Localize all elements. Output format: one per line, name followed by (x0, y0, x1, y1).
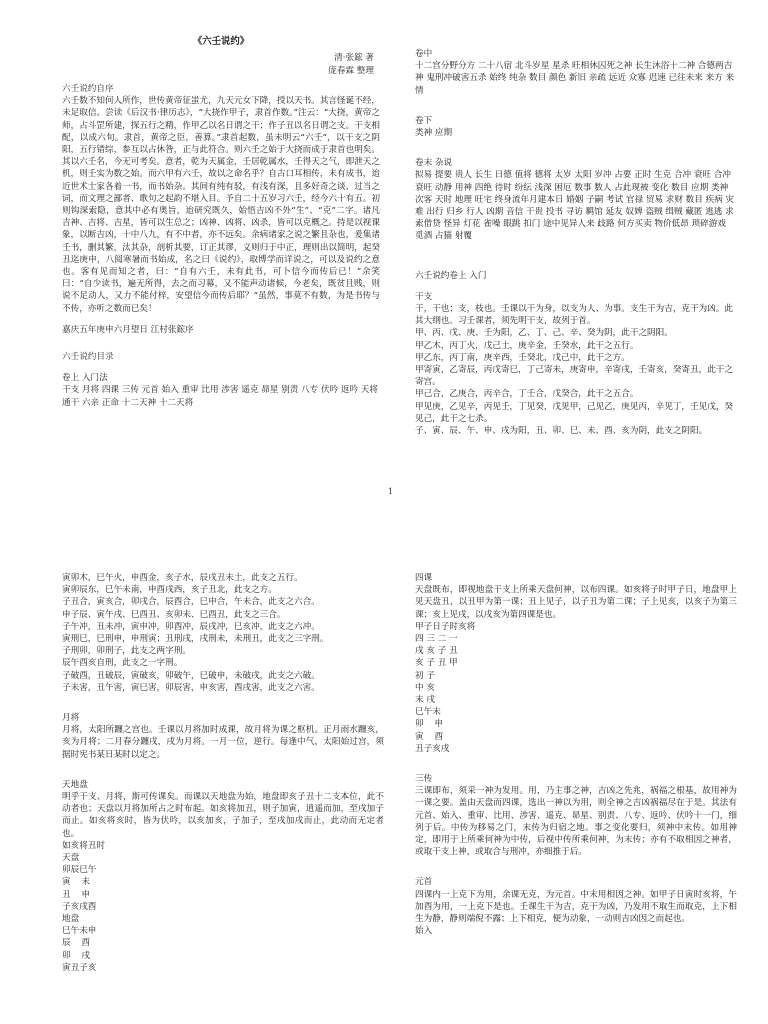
toc-volume-2: 卷中 (415, 49, 433, 59)
zhi-line: 辰午酉亥自刑，此支之一字刑。 (62, 658, 183, 669)
yuanshou-heading: 元首 (415, 877, 433, 888)
ganzhi-line: 甲己合，乙庚合，丙辛合，丁壬合，戊癸合，此干之五合。 (415, 389, 639, 400)
toc-volume-2-items: 十二宫分野分方 二十八宿 北斗岁星 星杀 旺相休囚死之神 长生沐浴十二神 合德两吉神 鬼刑冲破害五杀 始终 纯杂 数目 颜色 新旧 亲疏 远近 众寡 迟速 已往未来 来方 来情 (415, 61, 735, 96)
sike-example-heading: 甲子日子时亥将 (415, 621, 476, 632)
yuejiang-heading: 月将 (62, 713, 80, 724)
chuan-row: 初 子 (415, 670, 435, 681)
ganzhi-line: 甲乙木，丙丁火，戊己土，庚辛金，壬癸水，此干之五行。 (415, 340, 639, 351)
yuanshou-text: 四课内一上克下为用，余课无克，为元首。中末用相因之神。如甲子日寅时亥将，午加酉为用，一上克下是也。壬课生干为吉，克干为凶，乃发用不取生而取克，上下相生为静，静则端倪不露；上下相克，便为动象，一动则吉凶因之而起也。 (415, 889, 737, 925)
editor-line: 庞春霖 整理 (328, 65, 374, 76)
zhi-line: 寅卯木，巳午火，申酉金，亥子水，辰戌丑未土，此支之五行。 (62, 573, 303, 583)
page1-left-column (62, 36, 380, 409)
preface-text: 六壬数不知何人所作，世传黄帝征蚩尤，九天元女下降，授以天书。其言怪诞不经，未足取信。尝读《后汉书·律历志》，“大挠作甲子，隶首作数。”注云：“大挠，黄帝之师，占斗罡所建，探五行之精，作甲乙以名日谓之干；作子丑以名日谓之支。干支相配，以成六旬。隶首，黄帝之臣，善算。”隶首起数，虽未明云“六壬”，以干支之阴阳，五行错综，参互以占休咎，正与此符合。则六壬之始于大挠而成于隶首也明矣。其以六壬名，今无可考矣。意者，乾为天属金，壬居乾属水，壬得天之气，即泄天之机，则壬实为数之始。而六甲有六壬，故以之命名乎？自古口耳相传，未有成书，迨近世术士家各着一书，而书始杂。其间有纯有驳，有浅有深，且多好奇之谈、过当之词，而文理之鄙者、歌句之起韵不堪入目。予自二十五岁习六壬，经今六十有五。初则钩深索隐，意其中必有奥旨，迨研究既久，始悟吉凶不外“生”、“克”二字。诸凡吉神、吉将、吉星，皆可以生总之；凶神、凶将、凶杀，皆可以克概之。持是以视课象，以断吉凶，十中八九，有不中者，亦不远矣。余病诸家之说之繁且杂也，爰集诸壬书，删其繁，汰其杂，剖析其要，订正其谬，义则归于中正，理则出以简明，起癸丑迄庚申，八阅寒暑而书始成，名之曰《说约》，取博学而详说之，可以及说约之意也。客有见而知之者，曰：“自有六壬，未有此书，可卜信今而传后已！”余笑曰：“自少读书，遍无所得，去之而习幕，又不能声动诸候，今老矣，既贫且贱，则说不足动人，又力不能付梓，安望信今而传后耶？”虽然，事莫不有数，为是书传与不传，亦听之数而已矣！ (62, 96, 380, 314)
page2-left-column (62, 572, 384, 974)
zhi-line: 子刑卯，卯刑子，此支之两字刑。 (62, 646, 191, 657)
toc-volume-3-items: 类神 应期 (415, 128, 453, 139)
page-number: 1 (388, 487, 394, 496)
sike-heading: 四课 (415, 573, 433, 583)
ganzhi-line: 甲见庚，乙见辛，丙见壬，丁见癸，戊见甲，己见乙，庚见丙，辛见丁，壬见戊，癸见己，此干之七杀。 (415, 401, 733, 424)
tianpan-row: 丑 申 (62, 889, 91, 900)
zhi-line: 寅卯辰东，巳午未南，申酉戌西，亥子丑北，此支之方。 (62, 585, 277, 596)
sanchuan-heading: 三传 (415, 774, 433, 785)
toc-volume-1-items: 干支 月将 四课 三传 元首 始入 重审 比用 涉害 遥克 昴星 别责 八专 伏吟 返吟 天将 通干 六亲 正命 十二天神 十二天将 (62, 385, 378, 408)
tianpan-label: 天盘 (62, 853, 80, 864)
zhi-line: 子未害，丑午害，寅巳害，卯辰害，申亥害，酉戌害，此支之六害。 (62, 682, 320, 693)
tiandipan-text: 明乎干支、月将，斯可传课矣。而课以天地盘为始，地盘即亥子丑十二支本位，此不动者也；天盘以月将加所占之时布起。如亥将加丑，则子加寅，逍遥而加，至戌加子而止。如亥将亥时，皆为伏吟，以亥加亥，子加子，至戌加戌而止，此动而无定者也。 (62, 792, 384, 839)
preface-heading: 六壬说约自序 (62, 84, 114, 95)
ganzhi-heading: 干支 (415, 291, 433, 302)
chuan-row: 丑子亥戌 (415, 743, 450, 754)
chuan-row: 巳午未 (415, 707, 441, 718)
ganzhi-line: 干，干也；支，枝也。壬课以干为身，以支为人、为事。支生干为吉，克干为凶。此其大纲也。习壬课者，须先明干支，故列于首。 (415, 304, 733, 327)
tiandipan-heading: 天地盘 (62, 779, 88, 790)
dipan-row: 寅丑子亥 (62, 962, 97, 973)
toc-heading: 六壬说约目录 (62, 352, 114, 363)
document-page-2 (0, 560, 768, 1024)
sike-row: 亥 子 丑 甲 (415, 658, 458, 669)
sike-row: 四 三 二 一 (415, 634, 458, 645)
toc-volume-4: 卷末 杂说 (415, 158, 453, 169)
zhi-line: 申子辰、寅午戌、巳酉丑、亥卯未、巳酉丑，此支之三合。 (62, 609, 286, 620)
sike-text: 天盘既布，即视地盘干支上所乘天盘何神，以布四课。如亥将子时甲子日，地盘甲上见天盘丑，以丑甲为第一课；丑上见子，以子丑为第二课；子上见亥，以亥子为第三课；亥上见戌，以戌亥为第四课是也。 (415, 585, 737, 620)
dipan-row: 卯 戌 (62, 950, 91, 961)
page2-right-column (415, 572, 737, 937)
yuejiang-text: 月将，太阳所躔之宫也。壬课以月将加时成课，故月将为课之枢机。正月雨水躔亥，亥为月将；二月春分躔戌，戌为月将。一月一位，逆行。每逢中气，太阳始过宫，须据时宪书某日某时以定之。 (62, 725, 384, 760)
example-heading: 如亥将丑时 (62, 840, 105, 851)
zhi-line: 子丑合，寅亥合，卯戌合，辰酉合，巳申合，午未合，此支之六合。 (62, 597, 320, 608)
dipan-row: 巳午未申 (62, 926, 97, 937)
preface-date: 嘉庆五年庚申六月望日 江村张鋐序 (62, 324, 194, 335)
dipan-label: 地盘 (62, 914, 80, 925)
toc-volume-3: 卷下 (415, 115, 433, 126)
ganzhi-line: 甲乙东，丙丁南，庚辛西，壬癸北，戊己中，此干之方。 (415, 352, 630, 363)
zhi-line: 子破酉，丑破辰，寅破亥，卯破午，巳破申，未破戌，此支之六破。 (62, 670, 320, 681)
chuan-row: 末 戌 (415, 695, 435, 706)
chuan-row: 卯 申 (415, 719, 444, 730)
author-line: 清·张鋐 著 (334, 53, 374, 64)
page-gap (0, 500, 768, 560)
sike-row: 戌 亥 子 丑 (415, 646, 458, 657)
chuan-row: 寅 酉 (415, 731, 444, 742)
toc-volume-4-items: 拟易 提要 贵人 长生 日德 值将 德将 太岁 太阳 岁冲 占要 正时 生克 合冲 衰旺 合冲 衰旺 动静 用神 四绝 待时 纷纭 浅深 困厄 数事 数人 占此现被 变化 数目 应期 类神 次客 天时 地理 旺宅 终身流年月建本日 婚姻 子嗣 考试 官禄 贸易 求财 数目 疾病 灾难 出行 归乡 行人 凶期 音信 干贵 投书 寻访 羁馆 延友 奴婢 盗贼 缉贼 藏匿 逃逃 求索借贷 怪异 灯花 雀噪 眼跳 扣门 途中见异人来 歧路 何方买卖 物价低昂 琐碎游戏 觅酒 占猫 射覆 (415, 170, 735, 242)
tianpan-row: 卯辰巳午 (62, 865, 97, 876)
zhi-line: 寅刑巳，巳刑申，申刑寅；丑刑戌，戌刑未，未刑丑，此支之三字刑。 (62, 634, 329, 645)
tianpan-row: 寅 未 (62, 877, 91, 888)
zhi-line: 子午冲，丑未冲，寅申冲，卯酉冲，辰戌冲，巳亥冲，此支之六冲。 (62, 621, 320, 632)
ganzhi-line: 甲、丙、戊、庚、壬为阳，乙、丁、己、辛、癸为阴，此干之阴阳。 (415, 328, 673, 339)
sanchuan-text: 三课即布，须采一神为发用。用，乃主事之神，吉凶之先兆，祸福之根基，故用神为一课之要。盖由天盘而四课，选出一神以为用，则全神之吉凶祸福尽在于是。其法有元首、始入、重审、比用、涉害、遥克、昴星、别责、八专、返吟、伏吟十一门，细列于后。中传为移易之门，末传为归宿之地。事之变化要归，须神中末传。如用神定，即用于上所乘何神为中传，后视中传所乘何神，为末传；亦有不取相因之神者，或取干支上神，或取合与刑冲，亦细推于后。 (415, 786, 737, 858)
tianpan-row: 子亥戌酉 (62, 901, 97, 912)
ganzhi-line: 甲寄寅，乙寄辰，丙戊寄巳，丁己寄未，庚寄申，辛寄戌，壬寄亥，癸寄丑，此干之寄宫。 (415, 365, 733, 388)
next-heading: 始入 (415, 926, 433, 937)
document-page-1 (0, 0, 768, 500)
ganzhi-line: 子、寅、辰、午、申、戌为阳，丑、卯、巳、未、酉、亥为阴，此支之阴阳。 (415, 426, 708, 437)
page1-right-column (415, 48, 737, 437)
toc-volume-1: 卷上 入门法 (62, 373, 108, 384)
section-heading: 六壬说约卷上 入门 (415, 270, 487, 281)
chuan-row: 中 亥 (415, 682, 435, 693)
dipan-row: 辰 酉 (62, 938, 91, 949)
document-title: 《六壬说约》 (192, 36, 250, 47)
